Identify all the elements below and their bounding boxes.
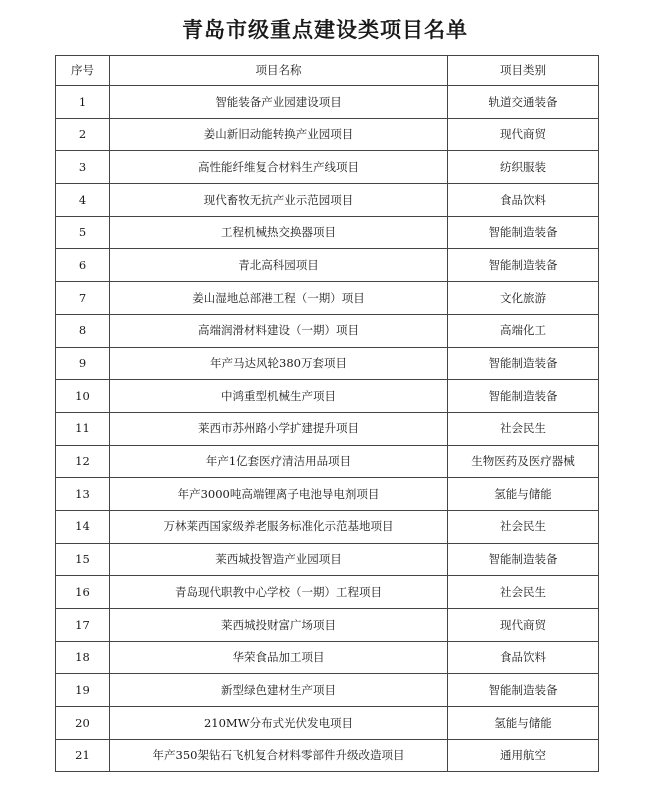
- cell-no: 7: [56, 282, 110, 315]
- cell-no: 6: [56, 249, 110, 282]
- cell-no: 14: [56, 510, 110, 543]
- cell-project-name: 年产1亿套医疗清洁用品项目: [110, 445, 448, 478]
- cell-no: 21: [56, 739, 110, 772]
- cell-category: 智能制造装备: [448, 674, 599, 707]
- cell-project-name: 万林莱西国家级养老服务标准化示范基地项目: [110, 510, 448, 543]
- header-category: 项目类别: [448, 56, 599, 86]
- page-title: 青岛市级重点建设类项目名单: [182, 18, 468, 42]
- table-row: [56, 216, 599, 249]
- cell-project-name: 现代畜牧无抗产业示范园项目: [110, 184, 448, 217]
- cell-no: 1: [56, 86, 110, 119]
- table-row: [56, 478, 599, 511]
- cell-category: 现代商贸: [448, 118, 599, 151]
- cell-project-name: 中鸿重型机械生产项目: [110, 380, 448, 413]
- table-row: [56, 707, 599, 740]
- cell-category: 智能制造装备: [448, 216, 599, 249]
- cell-no: 9: [56, 347, 110, 380]
- table-row: [56, 543, 599, 576]
- cell-category: 智能制造装备: [448, 347, 599, 380]
- table-header: [56, 56, 599, 86]
- table-row: [56, 151, 599, 184]
- table-row: [56, 739, 599, 772]
- table-row: [56, 347, 599, 380]
- cell-project-name: 年产3000吨高端锂离子电池导电剂项目: [110, 478, 448, 511]
- project-table: [55, 55, 599, 772]
- table-row: [56, 184, 599, 217]
- cell-no: 19: [56, 674, 110, 707]
- cell-category: 智能制造装备: [448, 543, 599, 576]
- table-row: [56, 412, 599, 445]
- table-row: [56, 380, 599, 413]
- cell-category: 社会民生: [448, 510, 599, 543]
- header-no: 序号: [56, 56, 110, 86]
- cell-project-name: 年产马达风轮380万套项目: [110, 347, 448, 380]
- cell-project-name: 华荣食品加工项目: [110, 641, 448, 674]
- cell-project-name: 智能装备产业园建设项目: [110, 86, 448, 119]
- cell-category: 高端化工: [448, 314, 599, 347]
- cell-category: 轨道交通装备: [448, 86, 599, 119]
- cell-category: 食品饮料: [448, 641, 599, 674]
- table-row: [56, 674, 599, 707]
- cell-category: 纺织服装: [448, 151, 599, 184]
- cell-category: 文化旅游: [448, 282, 599, 315]
- cell-no: 16: [56, 576, 110, 609]
- cell-project-name: 姜山湿地总部港工程（一期）项目: [110, 282, 448, 315]
- cell-project-name: 新型绿色建材生产项目: [110, 674, 448, 707]
- table-row: [56, 445, 599, 478]
- cell-no: 8: [56, 314, 110, 347]
- cell-category: 食品饮料: [448, 184, 599, 217]
- cell-project-name: 高端润滑材料建设（一期）项目: [110, 314, 448, 347]
- cell-no: 20: [56, 707, 110, 740]
- cell-category: 通用航空: [448, 739, 599, 772]
- cell-no: 4: [56, 184, 110, 217]
- cell-project-name: 青岛现代职教中心学校（一期）工程项目: [110, 576, 448, 609]
- cell-no: 18: [56, 641, 110, 674]
- header-row: [56, 56, 599, 86]
- cell-no: 2: [56, 118, 110, 151]
- table-body: [56, 86, 599, 772]
- cell-project-name: 姜山新旧动能转换产业园项目: [110, 118, 448, 151]
- table-row: [56, 86, 599, 119]
- header-name: 项目名称: [110, 56, 448, 86]
- cell-project-name: 莱西市苏州路小学扩建提升项目: [110, 412, 448, 445]
- cell-no: 10: [56, 380, 110, 413]
- cell-no: 13: [56, 478, 110, 511]
- cell-project-name: 高性能纤维复合材料生产线项目: [110, 151, 448, 184]
- cell-project-name: 莱西城投智造产业园项目: [110, 543, 448, 576]
- cell-project-name: 210MW分布式光伏发电项目: [110, 707, 448, 740]
- table-row: [56, 282, 599, 315]
- cell-category: 生物医药及医疗器械: [448, 445, 599, 478]
- cell-project-name: 青北高科园项目: [110, 249, 448, 282]
- table-row: [56, 118, 599, 151]
- table-row: [56, 641, 599, 674]
- cell-no: 12: [56, 445, 110, 478]
- cell-category: 现代商贸: [448, 609, 599, 642]
- cell-category: 智能制造装备: [448, 249, 599, 282]
- table-row: [56, 576, 599, 609]
- cell-category: 智能制造装备: [448, 380, 599, 413]
- cell-category: 氢能与储能: [448, 478, 599, 511]
- cell-project-name: 工程机械热交换器项目: [110, 216, 448, 249]
- cell-category: 氢能与储能: [448, 707, 599, 740]
- cell-category: 社会民生: [448, 576, 599, 609]
- cell-no: 17: [56, 609, 110, 642]
- cell-project-name: 莱西城投财富广场项目: [110, 609, 448, 642]
- table-row: [56, 510, 599, 543]
- cell-no: 5: [56, 216, 110, 249]
- table-row: [56, 314, 599, 347]
- cell-category: 社会民生: [448, 412, 599, 445]
- cell-project-name: 年产350架钻石飞机复合材料零部件升级改造项目: [110, 739, 448, 772]
- cell-no: 15: [56, 543, 110, 576]
- cell-no: 11: [56, 412, 110, 445]
- cell-no: 3: [56, 151, 110, 184]
- table-row: [56, 609, 599, 642]
- table-row: [56, 249, 599, 282]
